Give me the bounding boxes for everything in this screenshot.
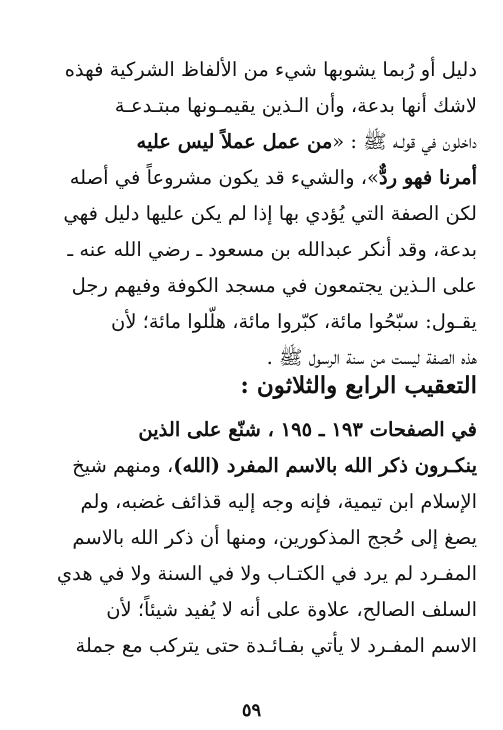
text-line (40, 448, 477, 484)
text-line: دليل أو رُبما يشوبها شيء من الألفاظ الشركية فهذه (64, 58, 477, 81)
text-line (40, 124, 477, 160)
paragraph-1 (40, 52, 477, 376)
text-line: الاسم المفـرد لا يأتي بفـائـدة حتى يتركب مع جملة (75, 634, 477, 657)
text-line: بدعة، وقد أنكر عبدالله بن مسعود ـ رضي الله عنه ـ (67, 238, 477, 261)
text-line: لكن الصفة التي يُؤدي بها إذا لم يكن عليها دليل فهي (63, 202, 477, 225)
text-segment: »، والشيء قد يكون مشروعاً في أصله (69, 166, 379, 189)
text-line: لاشك أنها بدعة، وأن الـذين يقيمـونها مبتـدعـة (114, 94, 477, 117)
text-line: يصغ إلى حُجج المذكورين، ومنها أن ذكر الله بالاسم (72, 526, 477, 549)
text-line (40, 160, 477, 196)
paragraph-2 (40, 412, 477, 664)
text-line: على الـذين يجتمعون في مسجد الكوفة وفيهم رجل (71, 274, 477, 297)
text-line: يقـول: سبّحُوا مائة، كبّروا مائة، هلّلوا مائة؛ لأن (111, 310, 477, 333)
hadith-quote: أمرنا فهو ردٌّ (378, 166, 477, 189)
page-number: ٥٩ (241, 700, 262, 721)
hadith-quote: من عمل عملاً ليس عليه (136, 130, 333, 153)
text-line: في الصفحات ١٩٣ ـ ١٩٥ ، شنّع على الذين (138, 418, 477, 441)
emphasized-text: ينكـرون ذكر الله بالاسم المفرد (الله) (173, 454, 477, 477)
text-line: المفـرد لم يرد في الكتـاب ولا في السنة ولا في هدي (56, 562, 477, 585)
text-segment: داخلون في قولـه ﷺ : « (332, 130, 477, 153)
section-heading: التعقيب الرابع والثلاثون : (240, 372, 477, 399)
text-line: هذه الصفة ليست من سنة الرسول ﷺ . (266, 346, 477, 369)
text-line: السلف الصالح، علاوة على أنه لا يُفيد شيئاً؛ لأن (106, 598, 477, 621)
text-segment: ، ومنهم شيخ (72, 454, 174, 477)
text-line: الإسلام ابن تيمية، فإنه وجه إليه قذائف غضبه، ولم (80, 490, 477, 513)
